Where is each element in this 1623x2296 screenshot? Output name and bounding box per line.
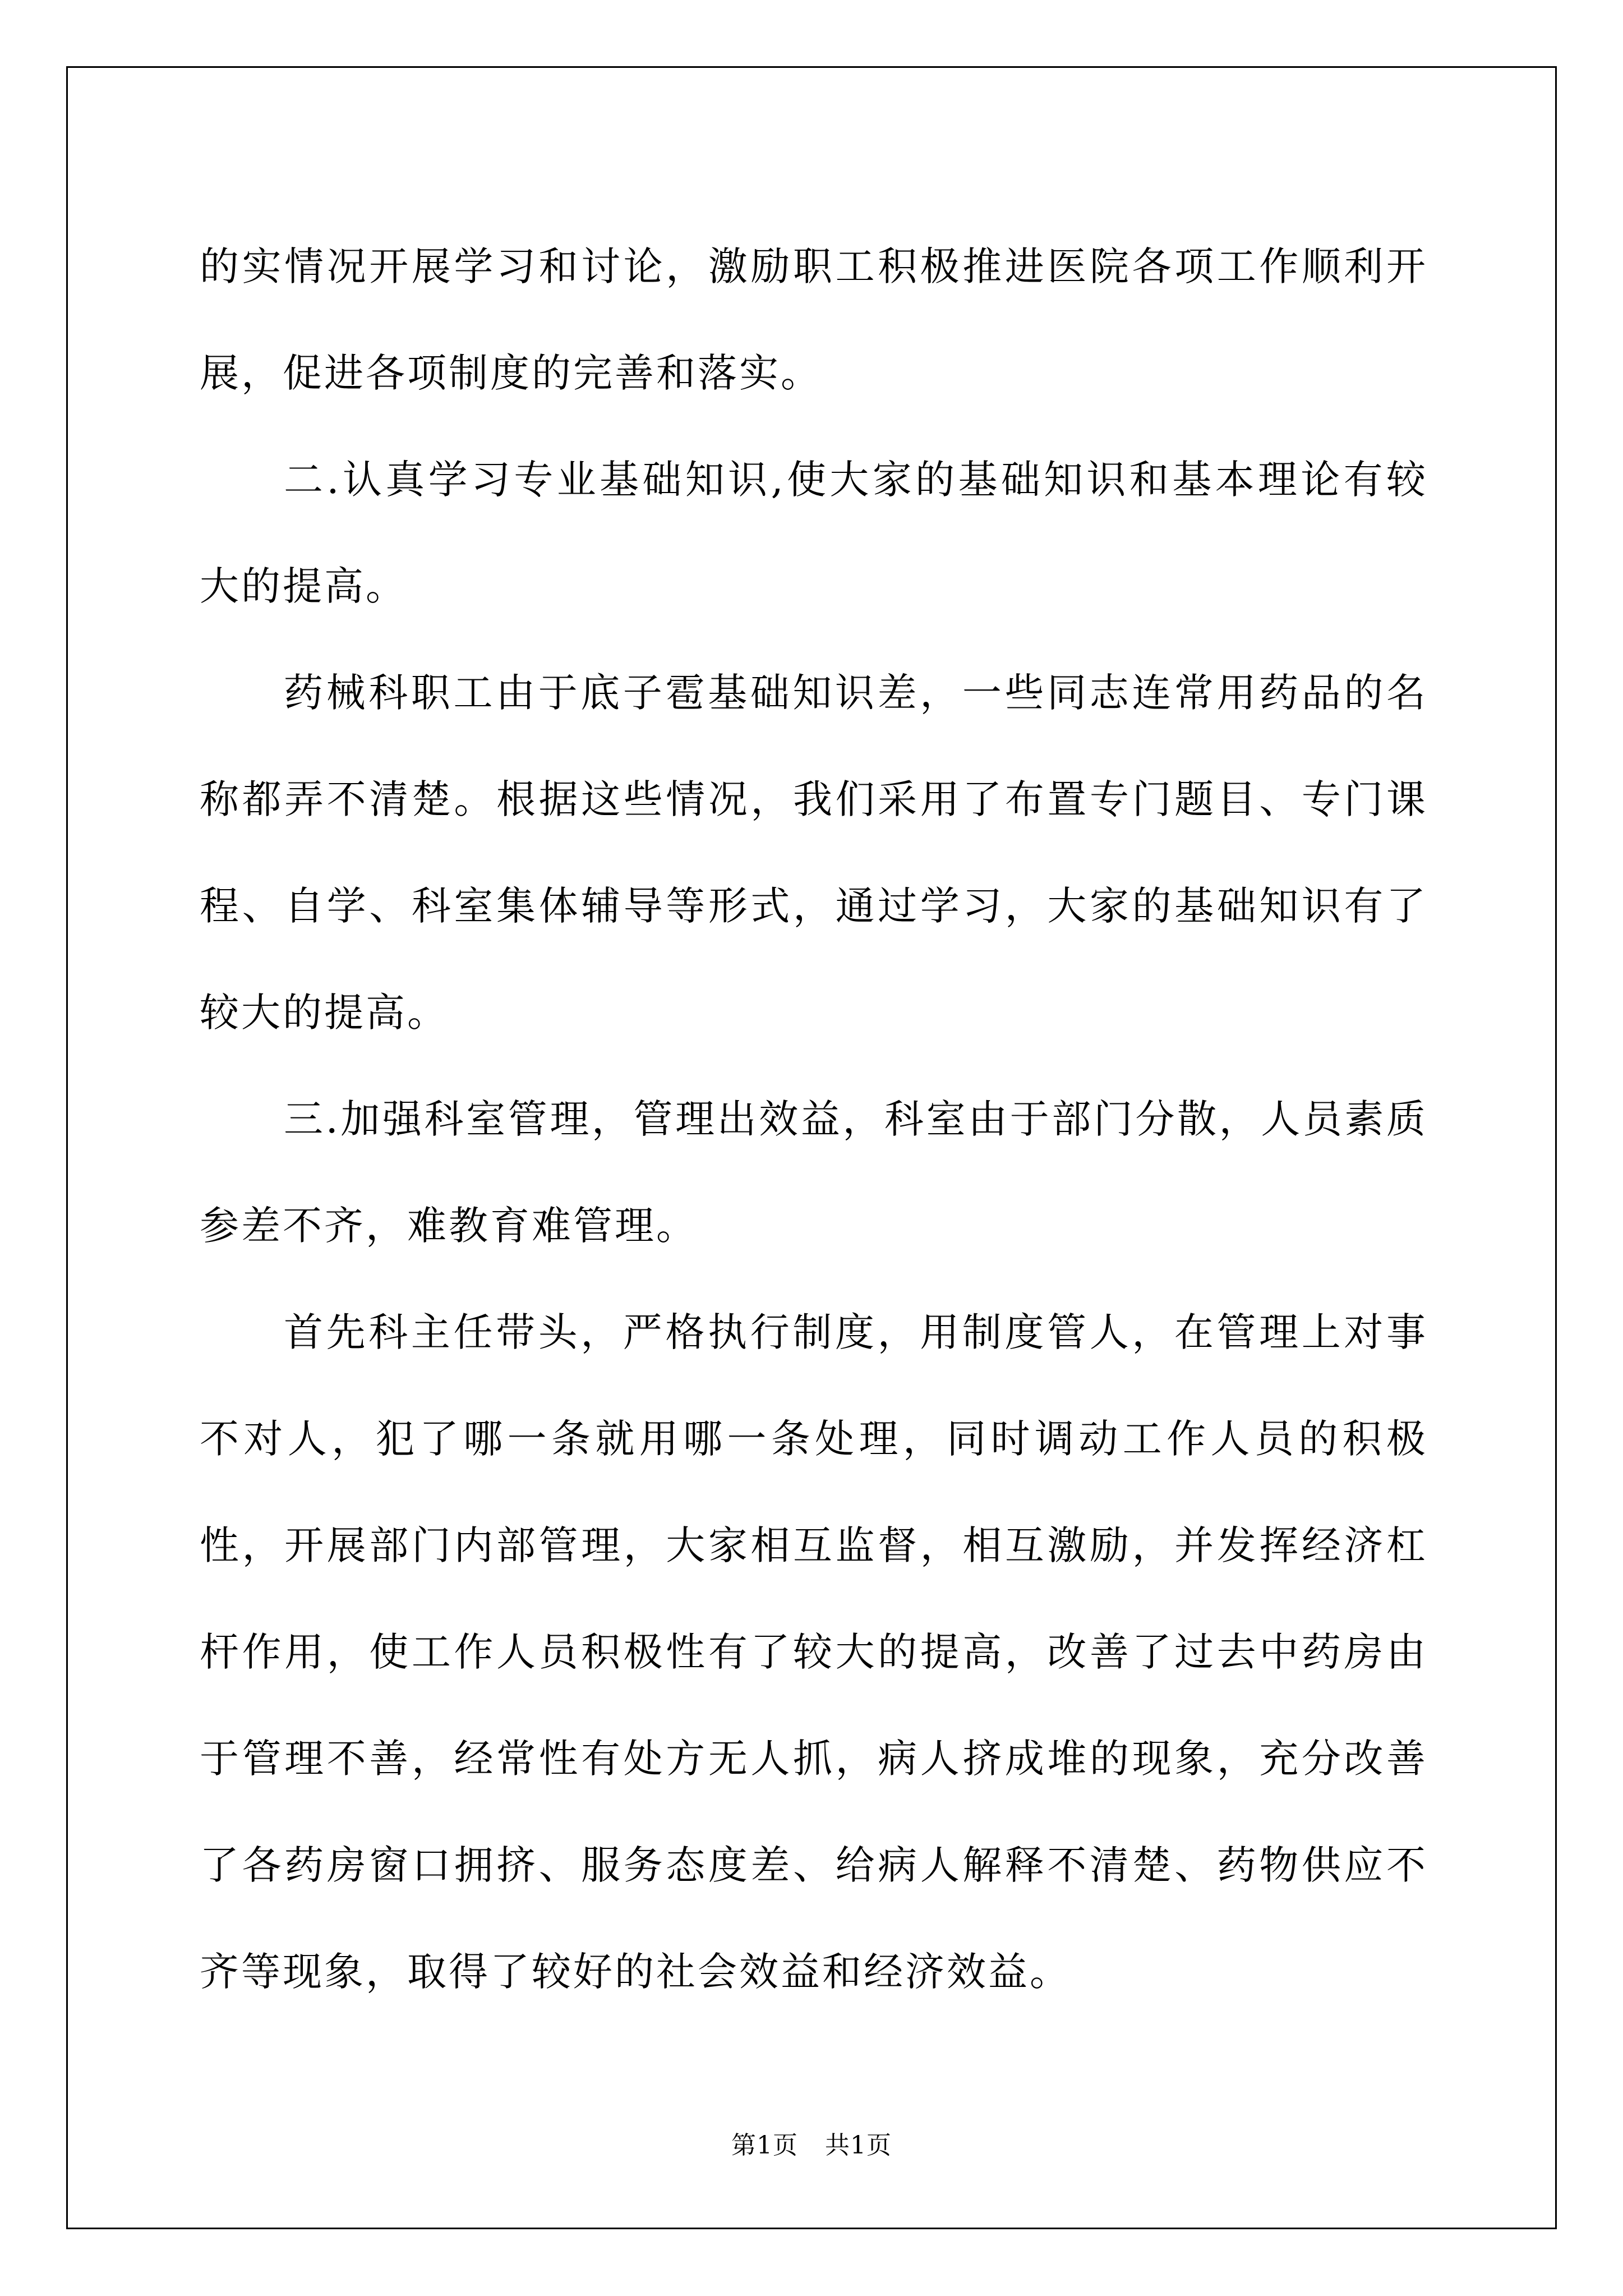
paragraph-4: 三.加强科室管理，管理出效益，科室由于部门分散，人员素质参差不齐，难教育难管理。 xyxy=(200,1096,1428,1249)
paragraph-2: 二.认真学习专业基础知识,使大家的基础知识和基本理论有较大的提高。 xyxy=(200,457,1428,609)
paragraph-3: 药械科职工由于底子雹基础知识差，一些同志连常用药品的名称都弄不清楚。根据这些情况，我们采用了布置专门题目、专门课程、自学、科室集体辅导等形式，通过学习，大家的基础知识有了较大的提高。 xyxy=(200,670,1428,1036)
page-footer xyxy=(0,2129,1623,2162)
page-number: 第1页 xyxy=(731,2131,798,2160)
page-total: 共1页 xyxy=(825,2131,892,2160)
document-body xyxy=(200,213,1428,2025)
paragraph-1: 的实情况开展学习和讨论，激励职工积极推进医院各项工作顺利开展，促进各项制度的完善和落实。 xyxy=(200,243,1428,396)
paragraph-5: 首先科主任带头，严格执行制度，用制度管人，在管理上对事不对人，犯了哪一条就用哪一条处理，同时调动工作人员的积极性，开展部门内部管理，大家相互监督，相互激励，并发挥经济杠杆作用，使工作人员积极性有了较大的提高，改善了过去中药房由于管理不善，经常性有处方无人抓，病人挤成堆的现象，充分改善了各药房窗口拥挤、服务态度差、给病人解释不清楚、药物供应不齐等现象，取得了较好的社会效益和经济效益。 xyxy=(200,1309,1428,1995)
